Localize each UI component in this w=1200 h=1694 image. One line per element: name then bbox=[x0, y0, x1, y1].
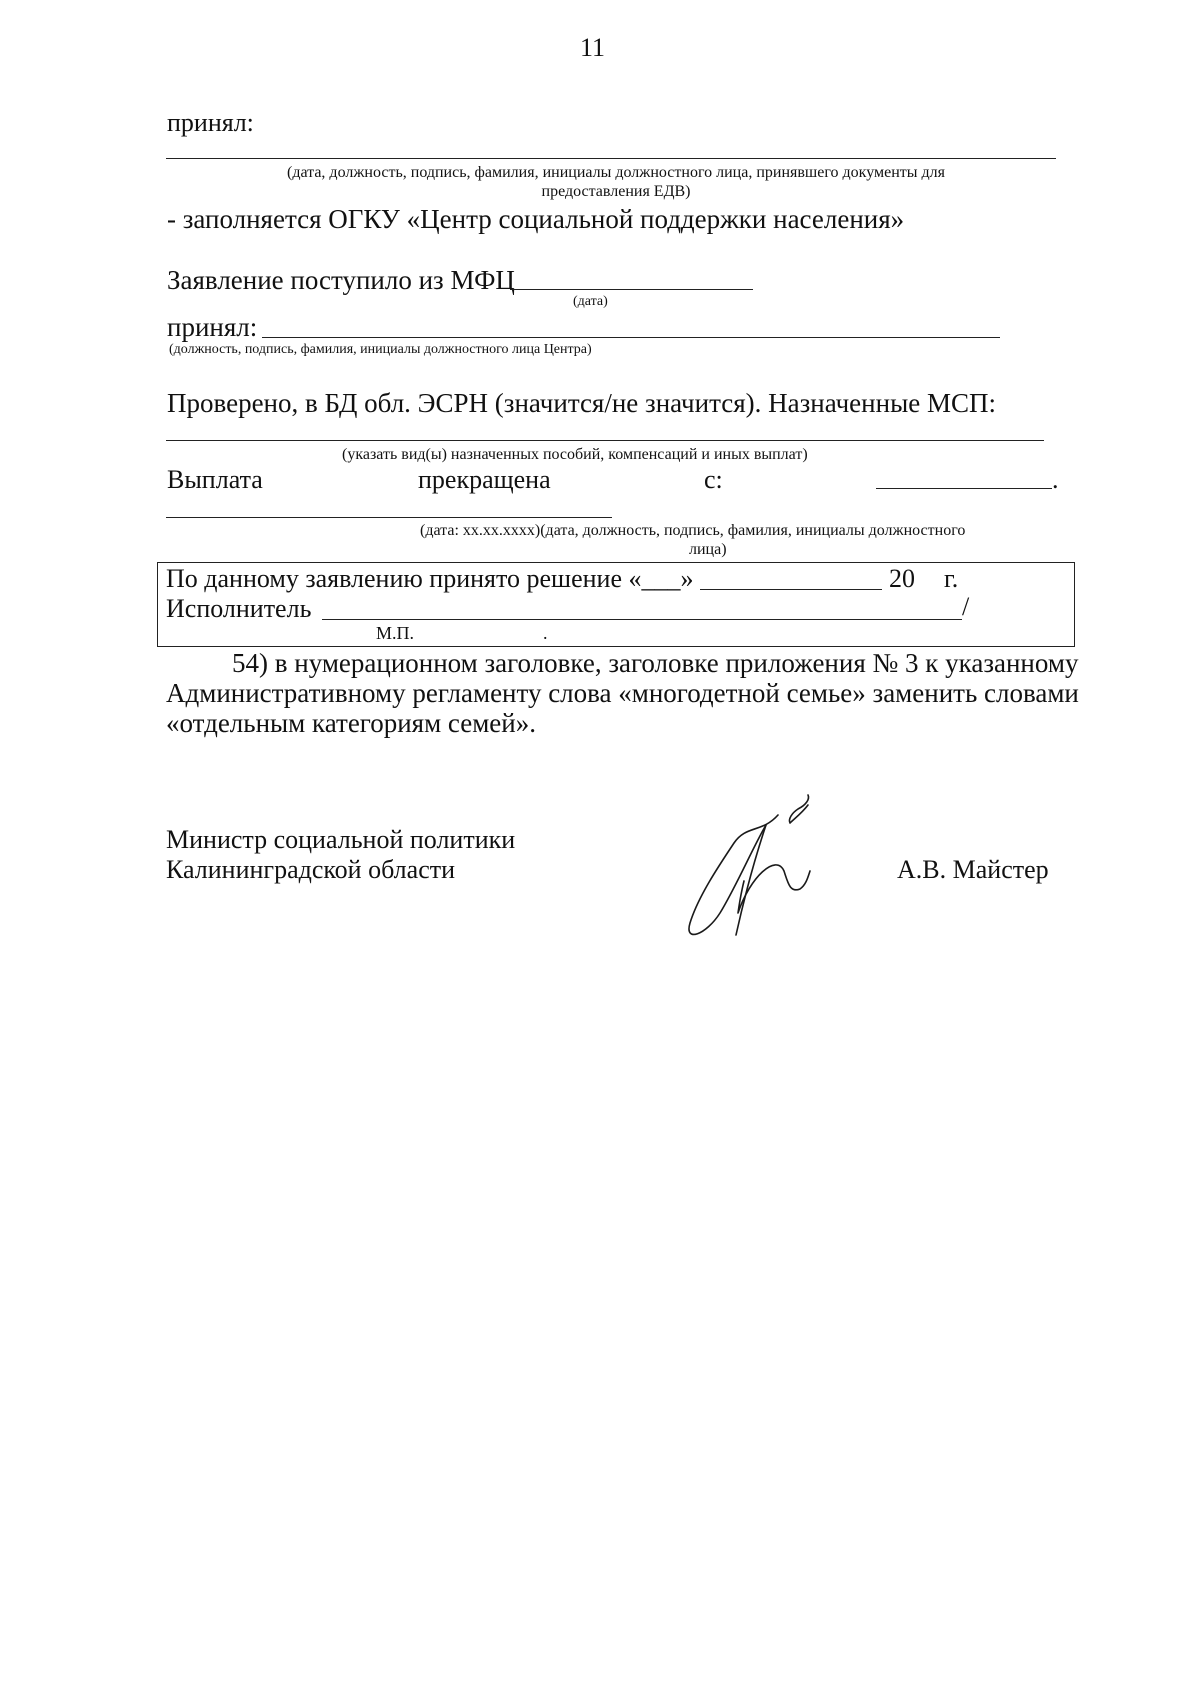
payment-date-line bbox=[876, 488, 1052, 489]
stamp-dot: . bbox=[543, 623, 548, 643]
payment-word: Выплата bbox=[167, 465, 263, 494]
executor-slash: / bbox=[962, 592, 970, 621]
benefits-caption: (указать вид(ы) назначенных пособий, компенсаций и иных выплат) bbox=[342, 446, 808, 463]
amendment-line3: «отдельным категориям семей». bbox=[166, 708, 536, 738]
payment-from-word: с: bbox=[704, 465, 723, 494]
checked-text: Проверено, в БД обл. ЭСРН (значится/не значится). Назначенные МСП: bbox=[167, 388, 996, 418]
payment-caption-line2: лица) bbox=[689, 541, 727, 558]
mfc-date-line bbox=[510, 289, 753, 290]
handwritten-signature bbox=[680, 785, 830, 945]
accepted-label: принял: bbox=[167, 108, 254, 137]
signer-position-line1: Министр социальной политики bbox=[166, 825, 516, 854]
center-fill-note: - заполняется ОГКУ «Центр социальной поддержки населения» bbox=[167, 204, 905, 234]
amendment-line2: Административному регламенту слова «многодетной семье» заменить словами bbox=[166, 678, 1079, 708]
center-accepted-label: принял: bbox=[167, 312, 258, 342]
decision-year-prefix: 20 bbox=[889, 564, 915, 593]
center-accepted-line bbox=[262, 337, 1000, 338]
payment-signature-line bbox=[166, 517, 612, 518]
payment-caption-line1: (дата: хх.хх.хххх)(дата, должность, подпись, фамилия, инициалы должностного bbox=[420, 522, 966, 539]
amendment-line1: 54) в нумерационном заголовке, заголовке приложения № 3 к указанному bbox=[232, 648, 1079, 678]
accepted-signature-line bbox=[166, 158, 1056, 159]
benefits-line bbox=[166, 440, 1044, 441]
accepted-caption-line2: предоставления ЕДВ) bbox=[541, 183, 691, 200]
executor-label: Исполнитель bbox=[166, 594, 312, 623]
mfc-date-caption: (дата) bbox=[573, 294, 608, 309]
signer-position-line2: Калининградской области bbox=[166, 855, 456, 884]
center-accepted-caption: (должность, подпись, фамилия, инициалы должностного лица Центра) bbox=[169, 342, 592, 357]
accepted-caption-line1: (дата, должность, подпись, фамилия, инициалы должностного лица, принявшего документы для bbox=[286, 164, 946, 181]
payment-stopped-word: прекращена bbox=[418, 465, 551, 494]
executor-line bbox=[322, 619, 962, 620]
mfc-received-label: Заявление поступило из МФЦ bbox=[167, 265, 515, 295]
page-number: 11 bbox=[580, 33, 606, 62]
stamp-label: М.П. bbox=[376, 623, 415, 643]
payment-end-dot: . bbox=[1052, 465, 1059, 494]
decision-text: По данному заявлению принято решение «___» bbox=[166, 564, 694, 593]
decision-year-suffix: г. bbox=[944, 564, 959, 593]
decision-date-line bbox=[700, 589, 882, 590]
signer-name: А.В. Майстер bbox=[897, 855, 1049, 884]
